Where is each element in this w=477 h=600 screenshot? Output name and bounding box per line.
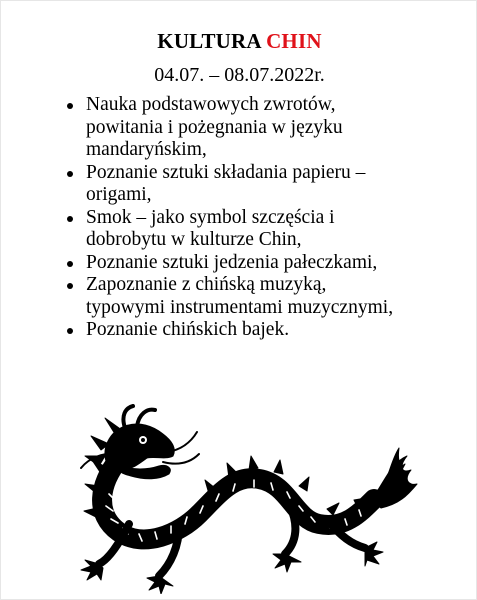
list-item-line: typowymi instrumentami muzycznymi, xyxy=(86,296,394,318)
list-item-line: Poznanie sztuki jedzenia pałeczkami, xyxy=(86,251,378,273)
list-item-line: powitania i pożegnania w języku xyxy=(86,116,343,138)
bullet-icon xyxy=(67,216,73,222)
list-item-line: mandaryńskim, xyxy=(86,139,207,160)
bullet-icon xyxy=(67,328,73,334)
bullet-icon xyxy=(67,171,73,177)
list-item-line: Poznanie sztuki składania papieru – xyxy=(86,161,366,183)
title-accent: CHIN xyxy=(266,29,322,53)
list-item xyxy=(63,252,463,275)
title-prefix: KULTURA xyxy=(157,29,267,53)
bullet-icon xyxy=(67,283,73,289)
list-item-line: origami, xyxy=(86,184,152,205)
bullet-icon xyxy=(67,261,73,267)
page-title xyxy=(1,29,477,54)
list-item-line: Nauka podstawowych zwrotów, xyxy=(86,94,336,115)
list-item-line: Poznanie chińskich bajek. xyxy=(86,319,290,340)
activity-list xyxy=(63,94,463,342)
list-item-line: Zapoznanie z chińską muzyką, xyxy=(86,274,327,295)
list-item-line: dobrobytu w kulturze Chin, xyxy=(86,229,302,250)
list-item xyxy=(63,319,463,342)
list-item-line: Smok – jako symbol szczęścia i xyxy=(86,206,335,228)
chinese-dragon-icon xyxy=(59,404,419,594)
list-item xyxy=(63,162,463,207)
date-range: 04.07. – 08.07.2022r. xyxy=(154,64,325,86)
bullet-icon xyxy=(67,103,73,109)
list-item xyxy=(63,274,463,319)
list-item xyxy=(63,207,463,252)
list-item xyxy=(63,94,463,162)
